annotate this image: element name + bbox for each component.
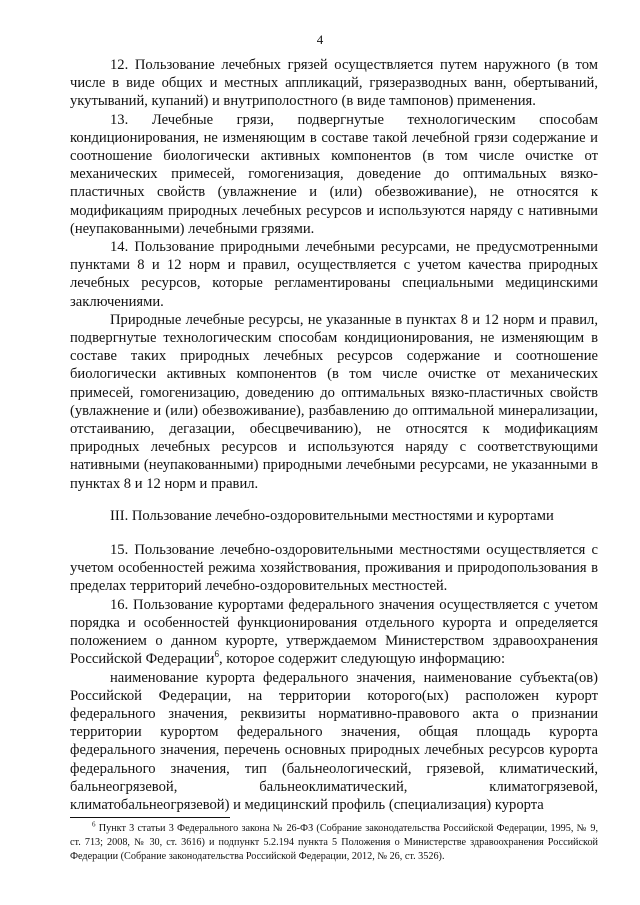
footnote-reference: 6 [214, 649, 219, 660]
footnote-text: Пункт 3 статьи 3 Федерального закона № 26-ФЗ (Собрание законодательства Российской Федерации, 1995, № 9, ст. 713; 2008, № 30, ст. 3616) и подпункт 5.2.194 пункта 5 Положения о Министерстве здравоохранения Российской Федерации (Собрание законодательства Российской Федерации, 2012, № 26, ст. 3526). [70, 823, 598, 862]
section-heading-3: III. Пользование лечебно-оздоровительными местностями и курортами [110, 507, 554, 524]
page-number: 4 [316, 32, 324, 47]
footnote-marker: 6 [92, 820, 96, 829]
paragraph-14-continued: Природные лечебные ресурсы, не указанные в пунктах 8 и 12 норм и правил, подвергнутые технологическим способам кондиционирования, не изменяющим в составе таких природных лечебных ресурсов содержание и соотношение биологически активных компонентов (в том числе очистке от механических примесей, гомогенизацию, доведению до оптимальных вязко-пластичных свойств (увлажнение и (или) обезвоживание), разбавлению до оптимальной минерализации, отстаиванию, дегазации, обесцвечиванию), не относятся к модификациям природных лечебных ресурсов и используются наряду с соответствующими нативными (неупакованными) природными лечебными ресурсами, не указанными в пунктах 8 и 12 норм и правил. [70, 311, 598, 492]
footnote-divider [70, 817, 230, 818]
paragraph-12: 12. Пользование лечебных грязей осуществляется путем наружного (в том числе в виде общих и местных аппликаций, грязеразводных ванн, обертываний, укутываний, купаний) и внутриполостного (в виде тампонов) применения. [70, 57, 598, 110]
paragraph-15: 15. Пользование лечебно-оздоровительными местностями осуществляется с учетом особенностей режима хозяйствования, проживания и природопользования в пределах территорий лечебно-оздоровительных местностей. [70, 542, 598, 595]
paragraph-16-text-start: 16. Пользование курортами федерального значения осуществляется с учетом порядка и особенностей функционирования отдельного курорта и определяется положением о данном курорте, утверждаемом Министерством здравоохранения Российской Федерации [70, 596, 598, 668]
paragraph-16-item: наименование курорта федерального значения, наименование субъекта(ов) Российской Федерации, на территории которого(ых) расположен курорт федерального значения, реквизиты нормативно-правового акта о признании территории курортом федерального значения, общая площадь курорта федерального значения, перечень основных природных лечебных ресурсов курорта федерального значения, тип (бальнеологический, грязевой, климатический, бальнеогрязевой, бальнеоклиматический, климатогрязевой, климатобальнеогрязевой) и медицинский профиль (специализация) курорта [70, 669, 598, 813]
footnote [70, 822, 598, 864]
paragraph-13: 13. Лечебные грязи, подвергнутые технологическим способам кондиционирования, не изменяющим в составе такой лечебной грязи содержание и соотношение биологически активных компонентов (в том числе очистке от механических примесей, гомогенизация, доведение до оптимальных вязко-пластичных свойств (увлажнение и (или) обезвоживание), не относятся к модификациям природных лечебных ресурсов и используются наряду с нативными (неупакованными) лечебными грязями. [70, 111, 598, 237]
paragraph-16 [70, 596, 598, 669]
document-body [70, 56, 598, 814]
paragraph-14: 14. Пользование природными лечебными ресурсами, не предусмотренными пунктами 8 и 12 норм и правил, осуществляется с учетом качества природных лечебных ресурсов, которые регламентированы специальными медицинскими заключениями. [70, 239, 598, 310]
paragraph-16-text-end: , которое содержит следующую информацию: [219, 651, 505, 668]
